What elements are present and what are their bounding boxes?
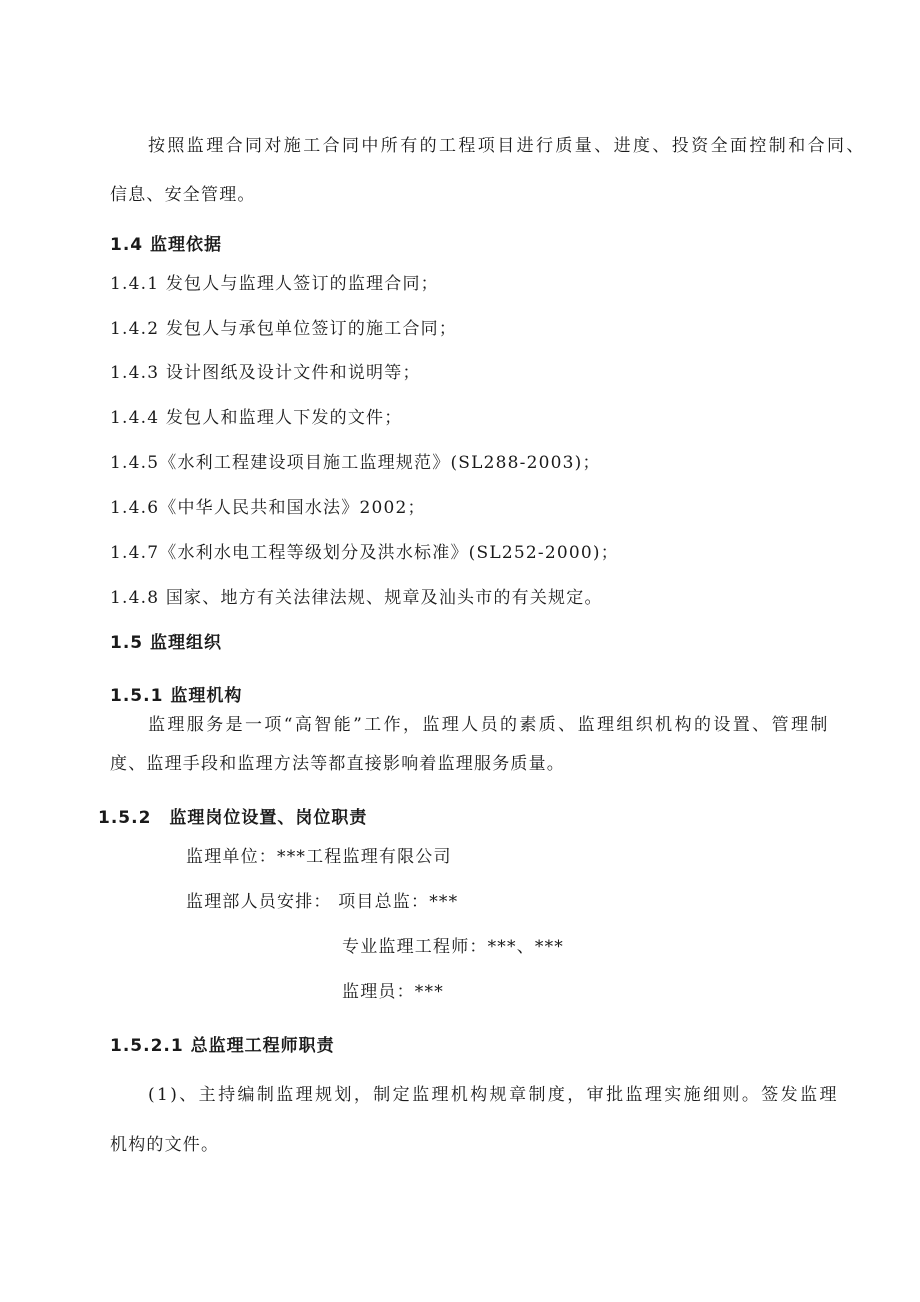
section-1-5-heading: 1.5 监理组织 (110, 633, 223, 653)
duty-1-line-1: (1)、主持编制监理规划，制定监理机构规章制度，审批监理实施细则。签发监理 (148, 1085, 839, 1105)
basis-item-3: 1.4.3 设计图纸及设计文件和说明等； (110, 363, 421, 383)
section-1-5-2-heading: 1.5.2 监理岗位设置、岗位职责 (98, 808, 368, 828)
section-1-4-heading: 1.4 监理依据 (110, 235, 223, 255)
section-1-5-1-heading: 1.5.1 监理机构 (110, 686, 243, 706)
staff-supervisor: 监理员：*** (342, 982, 444, 1002)
supervision-unit: 监理单位：***工程监理有限公司 (186, 847, 452, 867)
organization-paragraph-line-1: 监理服务是一项“高智能”工作，监理人员的素质、监理组织机构的设置、管理制 (148, 715, 830, 735)
intro-paragraph-line-1: 按照监理合同对施工合同中所有的工程项目进行质量、进度、投资全面控制和合同、 (148, 136, 866, 156)
staff-arrangement-chief: 监理部人员安排： 项目总监：*** (186, 892, 459, 912)
organization-paragraph-line-2: 度、监理手段和监理方法等都直接影响着监理服务质量。 (110, 754, 565, 774)
duty-1-line-2: 机构的文件。 (110, 1135, 220, 1155)
basis-item-5: 1.4.5《水利工程建设项目施工监理规范》(SL288-2003)； (110, 453, 601, 473)
intro-paragraph-line-2: 信息、安全管理。 (110, 185, 256, 205)
basis-item-4: 1.4.4 发包人和监理人下发的文件； (110, 408, 403, 428)
staff-professional-engineers: 专业监理工程师：***、*** (342, 937, 564, 957)
basis-item-7: 1.4.7《水利水电工程等级划分及洪水标准》(SL252-2000)； (110, 543, 619, 563)
basis-item-1: 1.4.1 发包人与监理人签订的监理合同； (110, 274, 439, 294)
basis-item-8: 1.4.8 国家、地方有关法律法规、规章及汕头市的有关规定。 (110, 588, 603, 608)
section-1-5-2-1-heading: 1.5.2.1 总监理工程师职责 (110, 1036, 335, 1056)
basis-item-2: 1.4.2 发包人与承包单位签订的施工合同； (110, 319, 458, 339)
basis-item-6: 1.4.6《中华人民共和国水法》2002； (110, 498, 426, 518)
